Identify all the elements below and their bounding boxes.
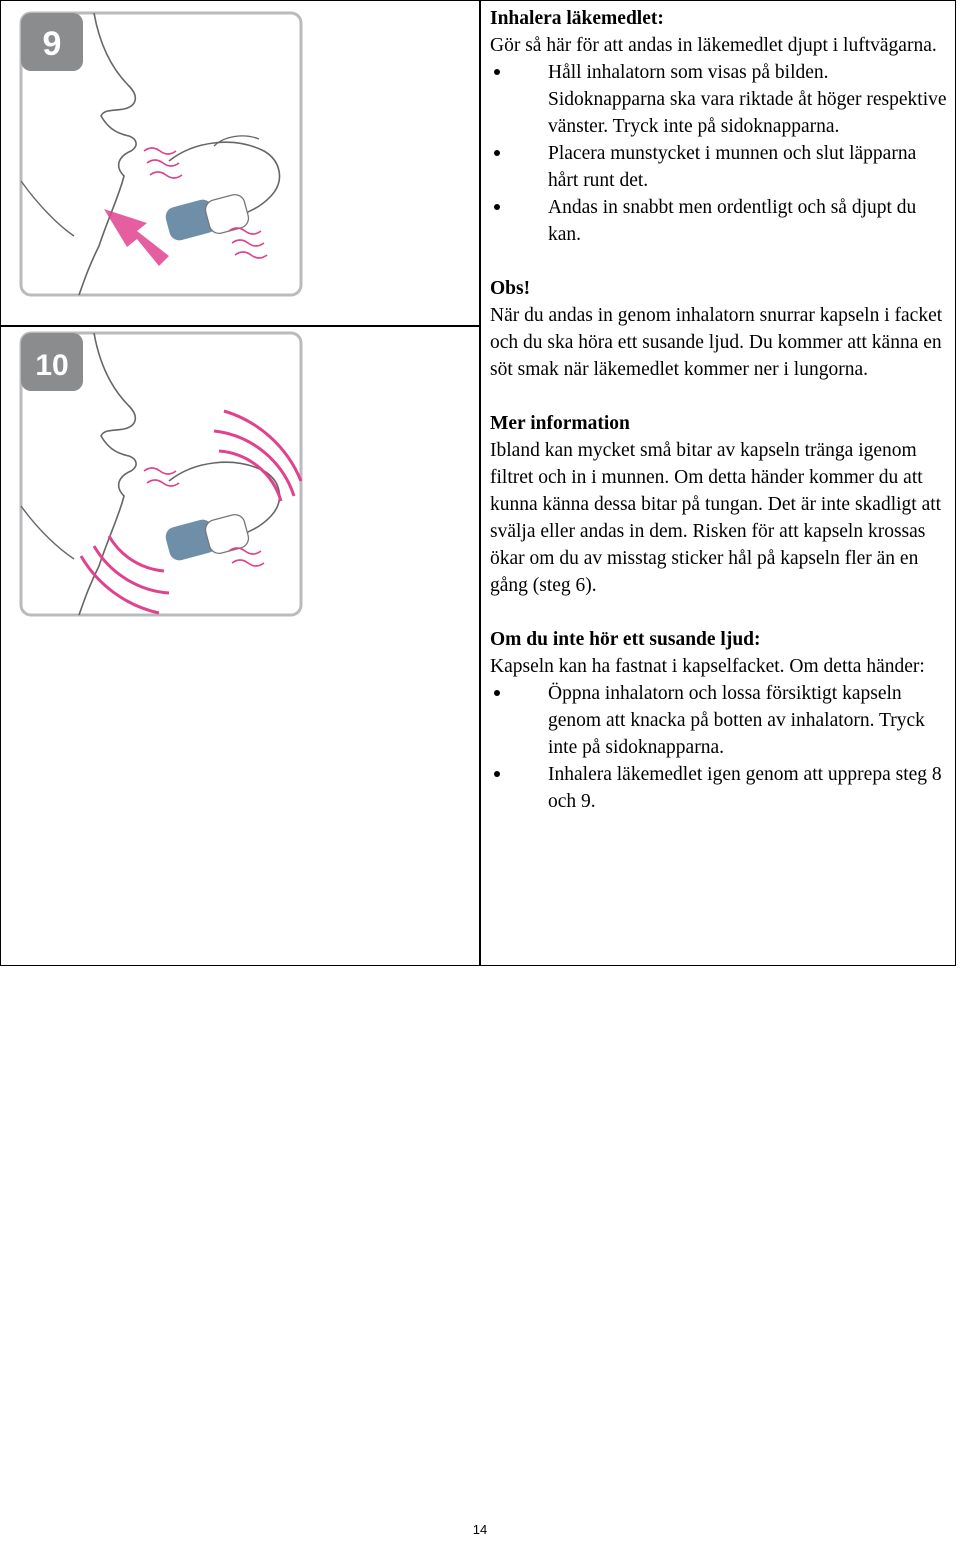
- list-item: Placera munstycket i munnen och slut läpparna hårt runt det.: [490, 140, 950, 194]
- inhale-heading: Inhalera läkemedlet:: [490, 8, 664, 29]
- list-item: Håll inhalatorn som visas på bilden. Sidoknapparna ska vara riktade åt höger respektive vänster. Tryck inte på sidoknapparna.: [490, 59, 950, 140]
- page-number: 14: [472, 1522, 488, 1537]
- no-sound-intro: Kapseln kan ha fastnat i kapselfacket. Om detta händer:: [490, 656, 925, 677]
- step-10-illustration: [19, 331, 303, 617]
- list-item: Öppna inhalatorn och lossa försiktigt kapseln genom att knacka på botten av inhalatorn. Tryck inte på sidoknapparna.: [490, 680, 950, 761]
- step-9-illustration: [19, 11, 303, 297]
- no-sound-steps-list: [490, 680, 950, 815]
- inhale-steps-list: [490, 59, 950, 248]
- note-heading: Obs!: [490, 278, 531, 299]
- list-item: Inhalera läkemedlet igen genom att upprepa steg 8 och 9.: [490, 761, 950, 815]
- column-divider: [479, 1, 481, 965]
- note-text: När du andas in genom inhalatorn snurrar kapseln i facket och du ska höra ett susande ljud. Du kommer att känna en söt smak när läkemedlet kommer ner i lungorna.: [490, 305, 943, 380]
- instructions-text: [490, 5, 950, 815]
- step-9-number: 9: [42, 25, 62, 63]
- list-item: Andas in snabbt men ordentligt och så djupt du kan.: [490, 194, 950, 248]
- row-divider: [1, 325, 479, 327]
- no-sound-heading: Om du inte hör ett susande ljud:: [490, 629, 761, 650]
- more-info-text: Ibland kan mycket små bitar av kapseln tränga igenom filtret och in i munnen. Om detta händer kommer du att kunna känna dessa bitar på tungan. Det är inte skadligt att svälja eller andas in dem. Risken för att kapseln krossas ökar om du av misstag sticker hål på kapseln fler än en gång (steg 6).: [490, 440, 942, 596]
- more-info-heading: Mer information: [490, 413, 630, 434]
- step-10-number: 10: [35, 349, 69, 382]
- inhale-intro: Gör så här för att andas in läkemedlet djupt i luftvägarna.: [490, 35, 937, 56]
